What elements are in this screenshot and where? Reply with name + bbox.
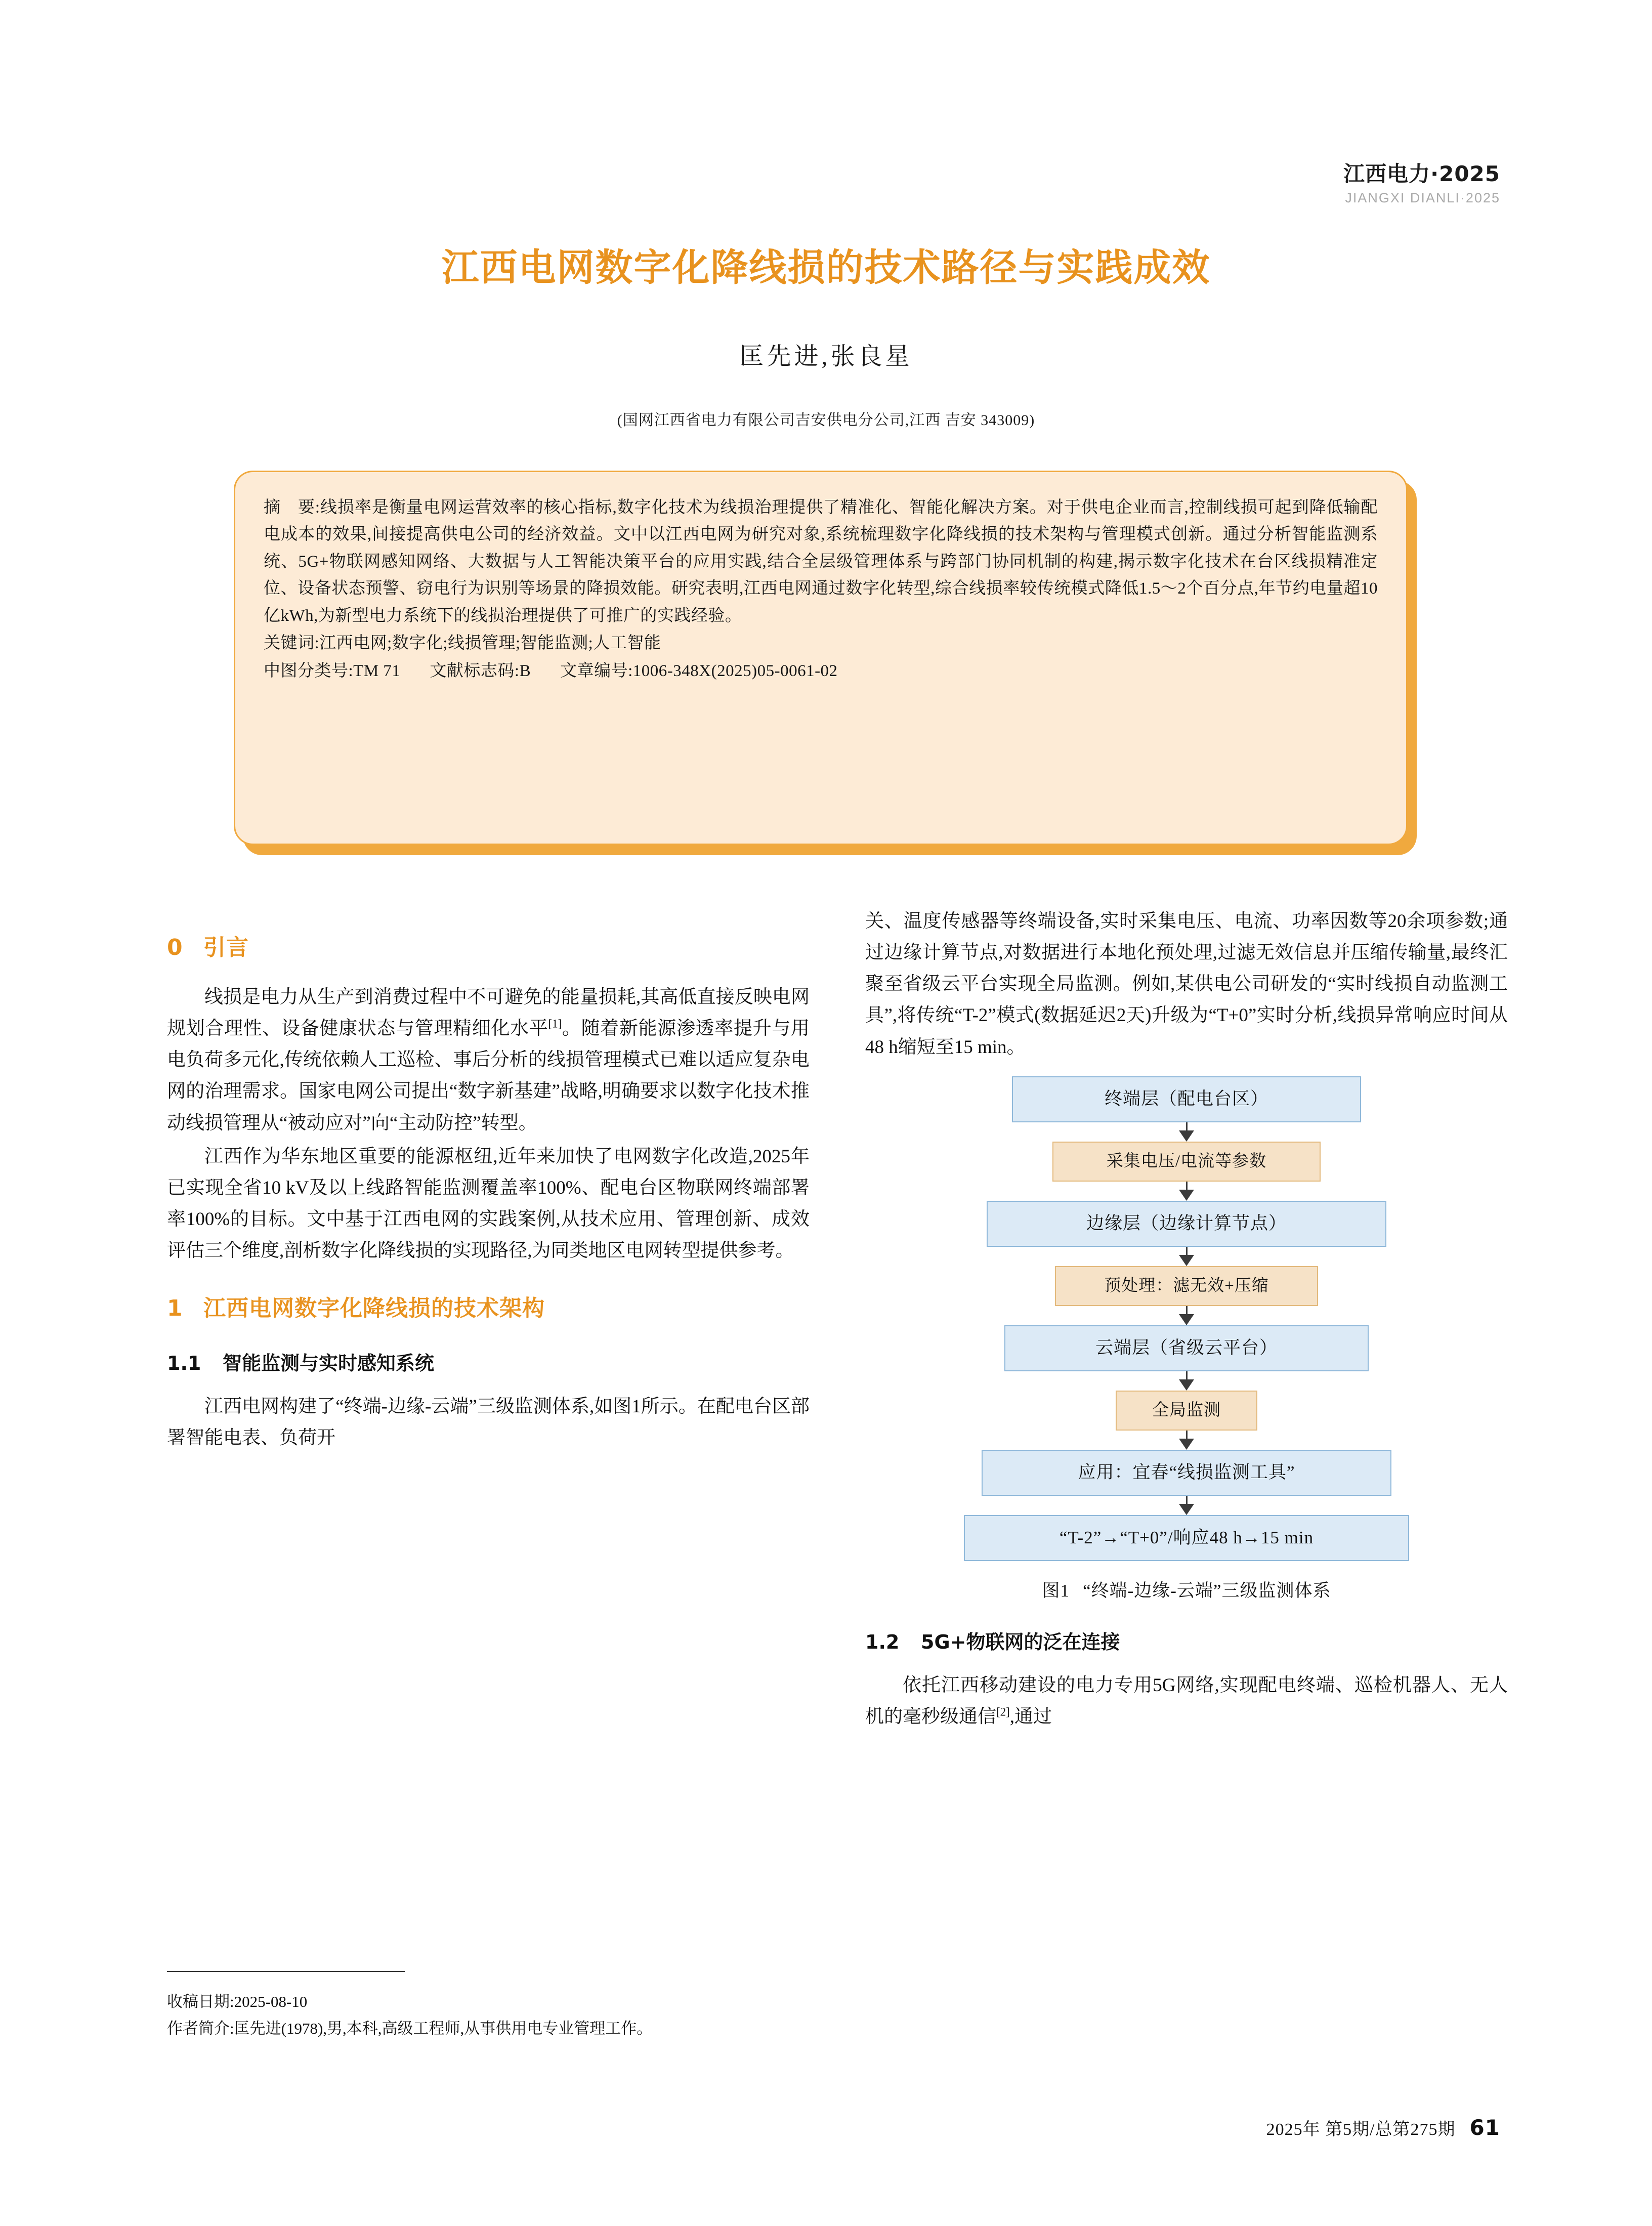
flow-label-preprocess: 预处理：滤无效+压缩 xyxy=(1055,1266,1318,1306)
paragraph-1 xyxy=(167,982,810,1139)
paragraph-5 xyxy=(865,1670,1508,1733)
received-label: 收稿日期: xyxy=(167,1993,234,2010)
figure-caption-label: 图1 xyxy=(1042,1581,1070,1601)
section-number-0: 0 xyxy=(167,935,183,960)
flow-connector-7 xyxy=(1186,1496,1188,1504)
affiliation: (国网江西省电力有限公司吉安供电分公司,江西 吉安 343009) xyxy=(617,412,1035,429)
received-value: 2025-08-10 xyxy=(234,1993,308,2010)
abstract-text xyxy=(264,494,1378,629)
page-number: 61 xyxy=(1469,2115,1500,2140)
section-number-1-2: 1.2 xyxy=(865,1630,900,1653)
flow-arrow-3 xyxy=(1179,1255,1194,1266)
flow-node-edge-layer: 边缘层（边缘计算节点） xyxy=(987,1201,1386,1247)
paragraph-3: 江西电网构建了“终端-边缘-云端”三级监测体系,如图1所示。在配电台区部署智能电表、负荷开 xyxy=(167,1396,810,1449)
flow-arrow-2 xyxy=(1179,1190,1194,1201)
section-heading-1 xyxy=(167,1290,810,1327)
section-title-0: 引言 xyxy=(203,935,249,960)
doc-value: B xyxy=(519,662,531,681)
author-bio xyxy=(167,2015,1027,2042)
paragraph-2: 江西作为华东地区重要的能源枢纽,近年来加快了电网数字化改造,2025年已实现全省10 kV及以上线路智能监测覆盖率100%、配电台区物联网终端部署率100%的目标。文中基于江西电网的实践案例,从技术应用、管理创新、成效评估三个维度,剖析数字化降线损的实现路径,为同类地区电网转型提供参考。 xyxy=(167,1146,810,1262)
authors: 匡先进,张良星 xyxy=(739,343,913,370)
section-heading-0 xyxy=(167,929,810,967)
abstract-body: 线损率是衡量电网运营效率的核心指标,数字化技术为线损治理提供了精准化、智能化解决方案。对于供电企业而言,控制线损可起到降低输配电成本的效果,间接提高供电公司的经济效益。文中以江西电网为研究对象,系统梳理数字化降线损的技术架构与管理模式创新。通过分析智能监测系统、5G+物联网感知网络、大数据与人工智能决策平台的应用实践,结合全层级管理体系与跨部门协同机制的构建,揭示数字化技术在台区线损精准定位、设备状态预警、窃电行为识别等场景的降损效能。研究表明,江西电网通过数字化转型,综合线损率较传统模式降低1.5～2个百分点,年节约电量超10亿kWh,为新型电力系统下的线损治理提供了可推广的实践经验。 xyxy=(264,498,1378,625)
flow-node-terminal-layer: 终端层（配电台区） xyxy=(1012,1076,1361,1122)
section-number-1: 1 xyxy=(167,1295,183,1322)
section-title-1-2: 5G+物联网的泛在连接 xyxy=(921,1630,1120,1653)
clc-value: TM 71 xyxy=(353,662,401,681)
figure-caption-text: “终端-边缘-云端”三级监测体系 xyxy=(1083,1581,1331,1601)
paragraph-1-b: 。随着新能源渗透率提升与用电负荷多元化,传统依赖人工巡检、事后分析的线损管理模式已难以适应复杂电网的治理需求。国家电网公司提出“数字新基建”战略,明确要求以数字化技术推动线损管理从“被动应对”向“主动防控”转型。 xyxy=(167,1018,810,1133)
figure-caption xyxy=(865,1576,1508,1606)
flow-node-application: 应用：宜春“线损监测工具” xyxy=(982,1450,1391,1496)
bio-label: 作者简介: xyxy=(167,2019,234,2037)
flow-node-response: “T-2”→“T+0”/响应48 h→15 min xyxy=(964,1515,1409,1561)
flow-label-collect-params: 采集电压/电流等参数 xyxy=(1052,1142,1321,1182)
issue-info: 2025年 第5期/总第275期 xyxy=(1266,2120,1456,2139)
abstract-box xyxy=(234,471,1408,845)
artno-value: 1006-348X(2025)05-0061-02 xyxy=(632,662,838,681)
flow-connector-1 xyxy=(1186,1122,1188,1130)
flow-connector-4 xyxy=(1186,1306,1188,1314)
figure-1 xyxy=(865,1076,1508,1606)
flow-label-global-monitor: 全局监测 xyxy=(1116,1391,1257,1431)
section-title-1-1: 智能监测与实时感知系统 xyxy=(223,1352,435,1375)
paragraph-1-a: 线损是电力从生产到消费过程中不可避免的能量损耗,其高低直接反映电网规划合理性、设备健康状态与管理精细化水平 xyxy=(167,986,810,1039)
keywords-line xyxy=(264,629,1378,657)
journal-name-cn: 江西电力·2025 xyxy=(1343,161,1500,186)
paragraph-5-a: 依托江西移动建设的电力专用5G网络,实现配电终端、巡检机器人、无人机的毫秒级通信 xyxy=(865,1674,1508,1727)
flow-arrow-7 xyxy=(1179,1504,1194,1515)
section-number-1-1: 1.1 xyxy=(167,1352,201,1375)
flow-arrow-4 xyxy=(1179,1314,1194,1325)
paragraph-5-ref: [2] xyxy=(996,1705,1010,1718)
section-heading-1-2 xyxy=(865,1626,1508,1659)
section-title-1: 江西电网数字化降线损的技术架构 xyxy=(203,1295,545,1322)
flow-connector-5 xyxy=(1186,1371,1188,1379)
clc-label: 中图分类号: xyxy=(264,662,354,681)
paragraph-4: 关、温度传感器等终端设备,实时采集电压、电流、功率因数等20余项参数;通过边缘计算节点,对数据进行本地化预处理,过滤无效信息并压缩传输量,最终汇聚至省级云平台实现全局监测。例如,某供电公司研发的“实时线损自动监测工具”,将传统“T-2”模式(数据延迟2天)升级为“T+0”实时分析,线损异常响应时间从48 h缩短至15 min。 xyxy=(865,911,1508,1058)
keywords-value: 江西电网;数字化;线损管理;智能监测;人工智能 xyxy=(319,634,661,653)
classification-line xyxy=(264,657,1378,685)
paragraph-1-ref: [1] xyxy=(548,1017,562,1030)
flow-node-cloud-layer: 云端层（省级云平台） xyxy=(1004,1325,1369,1371)
flow-connector-2 xyxy=(1186,1182,1188,1190)
doc-label: 文献标志码: xyxy=(430,662,520,681)
flow-connector-3 xyxy=(1186,1247,1188,1255)
section-heading-1-1 xyxy=(167,1348,810,1380)
abstract-label: 摘 要: xyxy=(264,498,320,517)
paragraph-5-b: ,通过 xyxy=(1009,1706,1052,1727)
page-title: 江西电网数字化降线损的技术路径与实践成效 xyxy=(441,246,1211,289)
flow-connector-6 xyxy=(1186,1431,1188,1439)
journal-name-en: JIANGXI DIANLI·2025 xyxy=(1345,190,1500,206)
flow-arrow-5 xyxy=(1179,1379,1194,1391)
column-left xyxy=(167,906,810,1454)
bio-value: 匡先进(1978),男,本科,高级工程师,从事供用电专业管理工作。 xyxy=(234,2019,653,2037)
footnote-divider xyxy=(167,1971,405,1972)
artno-label: 文章编号: xyxy=(560,662,633,681)
footnotes xyxy=(167,1989,1027,2042)
received-date xyxy=(167,1989,1027,2015)
flow-arrow-1 xyxy=(1179,1130,1194,1142)
page-footer xyxy=(1266,2115,1500,2140)
flow-arrow-6 xyxy=(1179,1439,1194,1450)
keywords-label: 关键词: xyxy=(264,634,320,653)
journal-header xyxy=(1343,162,1500,206)
column-right xyxy=(865,906,1508,1733)
